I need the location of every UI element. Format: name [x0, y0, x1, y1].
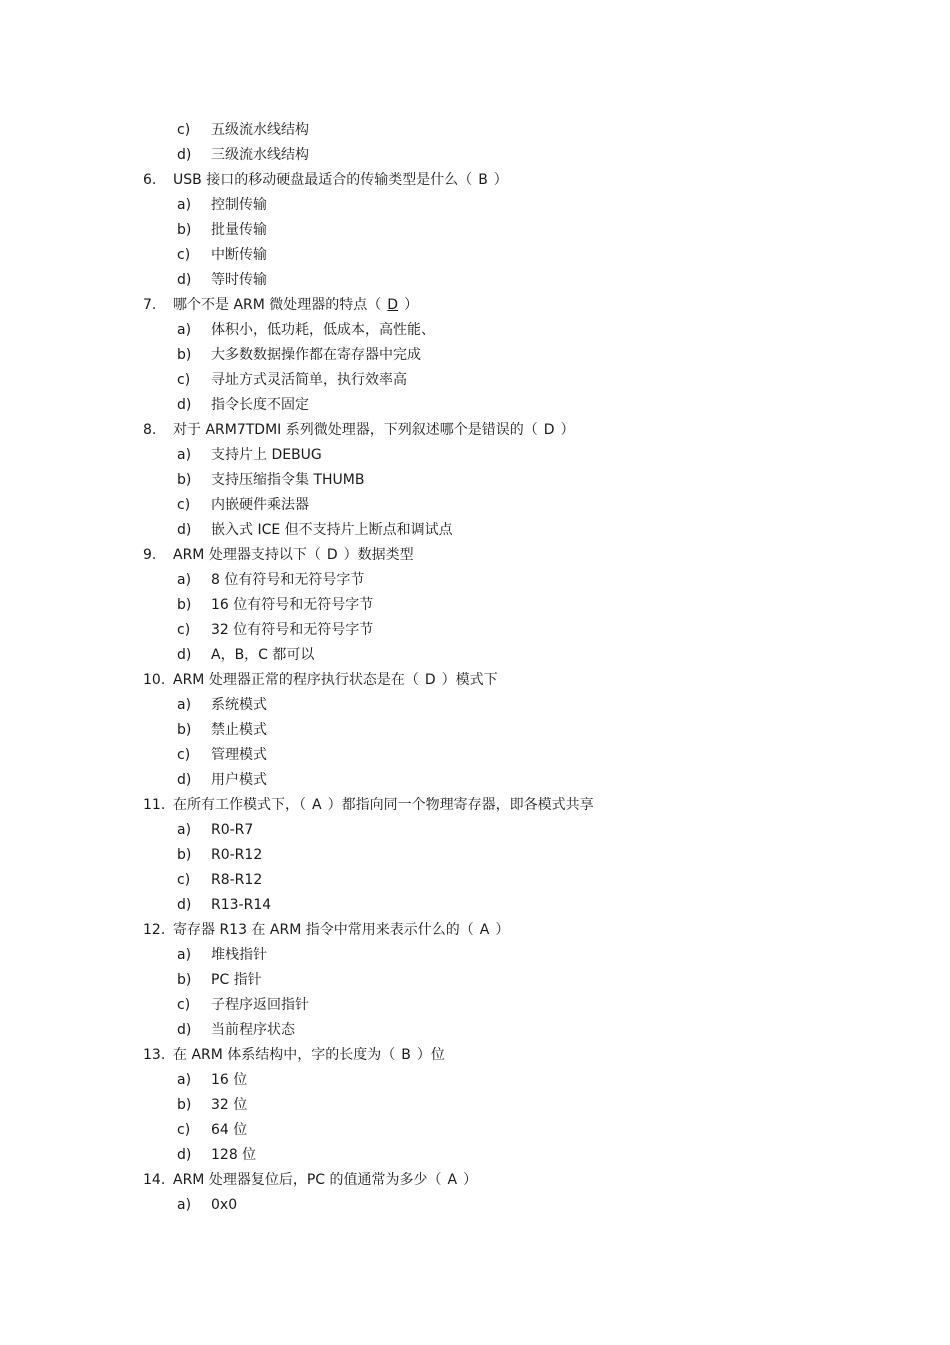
question-number: 8.: [143, 422, 157, 438]
option-text: 五级流水线结构: [211, 122, 309, 138]
option-label: d): [177, 772, 192, 788]
option-label: b): [177, 472, 192, 488]
question-number: 6.: [143, 172, 157, 188]
option-text: 嵌入式 ICE 但不支持片上断点和调试点: [211, 522, 453, 538]
answer-letter: B: [478, 172, 488, 188]
option-label: d): [177, 1147, 192, 1163]
option-text: 128 位: [211, 1147, 257, 1163]
option-text: R8-R12: [211, 872, 263, 888]
option-label: b): [177, 972, 192, 988]
option-label: c): [177, 247, 191, 263]
document-page: [0, 118, 950, 1218]
answer-letter: A: [312, 797, 322, 813]
option-line: [0, 568, 950, 593]
option-text: 内嵌硬件乘法器: [211, 497, 309, 513]
question-number: 9.: [143, 547, 157, 563]
question-text-tail: ）位: [416, 1047, 445, 1063]
option-line: [0, 1093, 950, 1118]
question-line: [0, 168, 950, 193]
option-line: [0, 368, 950, 393]
question-text: 在 ARM 体系结构中，字的长度为（: [173, 1047, 396, 1063]
option-text: 32 位: [211, 1097, 248, 1113]
option-label: b): [177, 347, 192, 363]
option-label: b): [177, 847, 192, 863]
option-label: c): [177, 747, 191, 763]
option-label: a): [177, 322, 192, 338]
option-text: R13-R14: [211, 897, 272, 913]
option-label: c): [177, 497, 191, 513]
question-text: 哪个不是 ARM 微处理器的特点（: [173, 297, 382, 313]
answer-letter: A: [447, 1172, 458, 1188]
question-number: 14.: [143, 1172, 166, 1188]
answer-letter: B: [401, 1047, 411, 1063]
option-line: [0, 518, 950, 543]
option-text: 禁止模式: [211, 722, 267, 738]
answer-letter: D: [543, 422, 555, 438]
option-line: [0, 1018, 950, 1043]
option-label: b): [177, 722, 192, 738]
question-text-tail: ）都指向同一个物理寄存器，即各模式共享: [327, 797, 594, 813]
answer-letter: D: [326, 547, 338, 563]
option-line: [0, 718, 950, 743]
option-text: 64 位: [211, 1122, 248, 1138]
option-label: c): [177, 997, 191, 1013]
question-number: 12.: [143, 922, 166, 938]
option-line: [0, 1118, 950, 1143]
option-text: 支持压缩指令集 THUMB: [211, 472, 365, 488]
question-text-tail: ）: [404, 297, 419, 313]
option-line: [0, 1068, 950, 1093]
option-label: a): [177, 822, 192, 838]
question-number: 13.: [143, 1047, 166, 1063]
option-text: 当前程序状态: [211, 1022, 295, 1038]
option-line: [0, 143, 950, 168]
option-label: d): [177, 397, 192, 413]
option-label: d): [177, 1022, 192, 1038]
question-text-tail: ）: [560, 422, 575, 438]
option-line: [0, 1193, 950, 1218]
option-text: 指令长度不固定: [211, 397, 309, 413]
option-label: c): [177, 622, 191, 638]
option-label: a): [177, 1197, 192, 1213]
option-text: 控制传输: [211, 197, 267, 213]
option-label: a): [177, 572, 192, 588]
question-line: [0, 668, 950, 693]
option-label: b): [177, 597, 192, 613]
option-text: 中断传输: [211, 247, 267, 263]
question-line: [0, 793, 950, 818]
question-text: ARM 处理器支持以下（: [173, 547, 321, 563]
option-line: [0, 968, 950, 993]
question-line: [0, 293, 950, 318]
option-label: d): [177, 272, 192, 288]
option-line: [0, 243, 950, 268]
option-text: 批量传输: [211, 222, 267, 238]
option-line: [0, 743, 950, 768]
option-line: [0, 643, 950, 668]
option-label: d): [177, 897, 192, 913]
option-text: 大多数数据操作都在寄存器中完成: [211, 347, 421, 363]
option-text: 用户模式: [211, 772, 267, 788]
question-line: [0, 543, 950, 568]
option-label: a): [177, 447, 192, 463]
option-text: R0-R7: [211, 822, 254, 838]
option-text: 0x0: [211, 1197, 238, 1213]
option-text: 寻址方式灵活简单，执行效率高: [211, 372, 407, 388]
option-text: 8 位有符号和无符号字节: [211, 572, 365, 588]
option-label: a): [177, 197, 192, 213]
question-text-tail: ）数据类型: [343, 547, 414, 563]
option-line: [0, 443, 950, 468]
option-text: 三级流水线结构: [211, 147, 309, 163]
option-line: [0, 493, 950, 518]
question-line: [0, 418, 950, 443]
option-text: 等时传输: [211, 272, 267, 288]
option-label: c): [177, 1122, 191, 1138]
option-line: [0, 893, 950, 918]
option-text: 系统模式: [211, 697, 267, 713]
option-line: [0, 593, 950, 618]
option-line: [0, 843, 950, 868]
option-label: b): [177, 1097, 192, 1113]
question-number: 11.: [143, 797, 166, 813]
option-label: c): [177, 872, 191, 888]
option-line: [0, 868, 950, 893]
question-text: USB 接口的移动硬盘最适合的传输类型是什么（: [173, 172, 473, 188]
question-number: 10.: [143, 672, 166, 688]
option-line: [0, 618, 950, 643]
option-text: A，B，C 都可以: [211, 647, 315, 663]
question-text-tail: ）: [463, 1172, 478, 1188]
option-text: 堆栈指针: [211, 947, 267, 963]
question-line: [0, 918, 950, 943]
answer-letter: D: [424, 672, 436, 688]
option-line: [0, 993, 950, 1018]
option-line: [0, 1143, 950, 1168]
option-label: a): [177, 1072, 192, 1088]
option-label: d): [177, 522, 192, 538]
option-label: d): [177, 647, 192, 663]
option-line: [0, 318, 950, 343]
option-line: [0, 343, 950, 368]
question-line: [0, 1168, 950, 1193]
option-text: 32 位有符号和无符号字节: [211, 622, 374, 638]
question-text-tail: ）: [493, 172, 508, 188]
option-text: 体积小，低功耗，低成本，高性能、: [211, 322, 435, 338]
question-text: 对于 ARM7TDMI 系列微处理器，下列叙述哪个是错误的（: [173, 422, 538, 438]
option-line: [0, 818, 950, 843]
option-label: b): [177, 222, 192, 238]
option-line: [0, 218, 950, 243]
option-text: 管理模式: [211, 747, 267, 763]
option-label: d): [177, 147, 192, 163]
option-text: 子程序返回指针: [211, 997, 309, 1013]
question-text: 在所有工作模式下，（: [173, 797, 306, 813]
option-text: 支持片上 DEBUG: [211, 447, 322, 463]
question-text-tail: ）: [495, 922, 510, 938]
option-label: c): [177, 372, 191, 388]
option-text: R0-R12: [211, 847, 263, 863]
option-label: a): [177, 947, 192, 963]
answer-letter: A: [479, 922, 490, 938]
answer-letter: D: [387, 297, 399, 313]
question-number: 7.: [143, 297, 157, 313]
option-text: 16 位有符号和无符号字节: [211, 597, 374, 613]
option-line: [0, 193, 950, 218]
option-line: [0, 768, 950, 793]
option-line: [0, 468, 950, 493]
option-line: [0, 268, 950, 293]
option-line: [0, 118, 950, 143]
option-label: c): [177, 122, 191, 138]
option-text: PC 指针: [211, 972, 262, 988]
option-line: [0, 693, 950, 718]
question-text: ARM 处理器正常的程序执行状态是在（: [173, 672, 419, 688]
option-label: a): [177, 697, 192, 713]
option-line: [0, 393, 950, 418]
option-text: 16 位: [211, 1072, 248, 1088]
option-line: [0, 943, 950, 968]
question-text: 寄存器 R13 在 ARM 指令中常用来表示什么的（: [173, 922, 474, 938]
question-line: [0, 1043, 950, 1068]
question-text: ARM 处理器复位后，PC 的值通常为多少（: [173, 1172, 442, 1188]
question-text-tail: ）模式下: [441, 672, 498, 688]
